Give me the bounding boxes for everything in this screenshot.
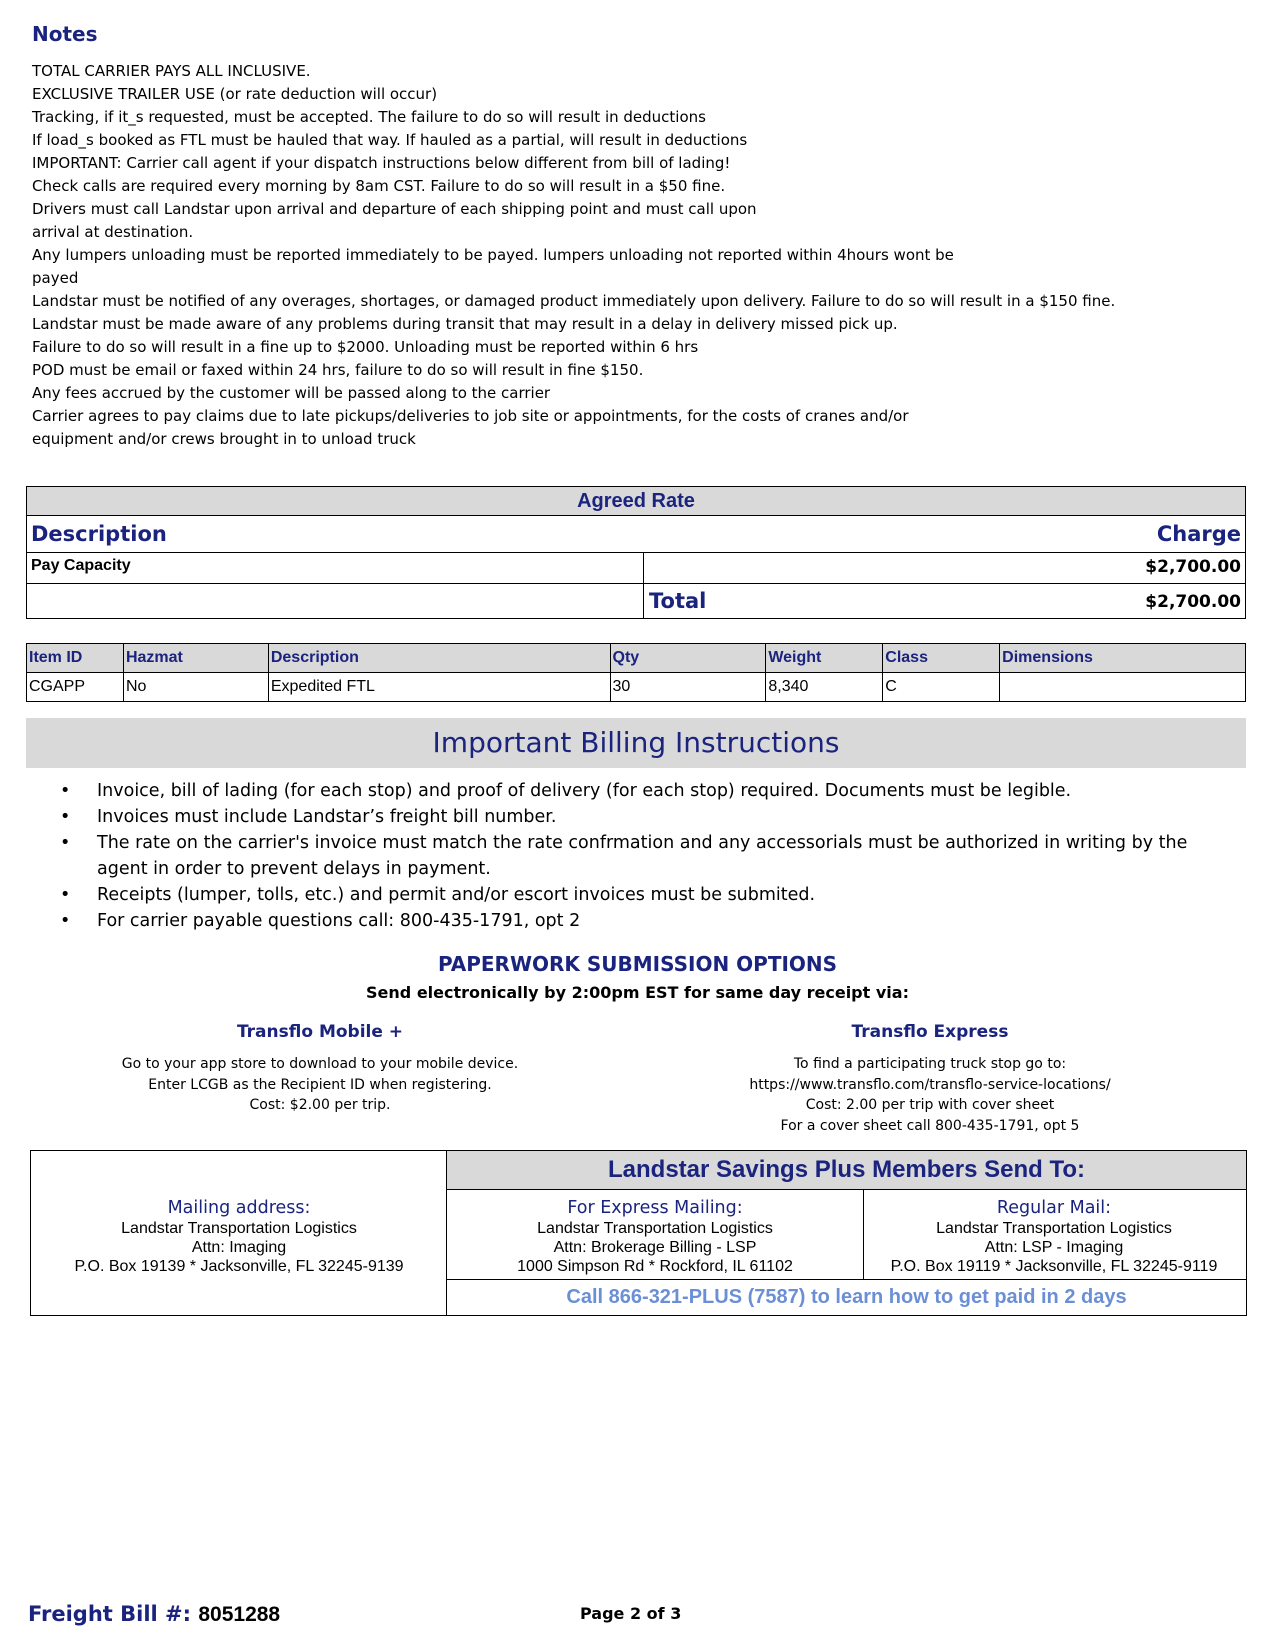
address-box <box>30 1150 1247 1316</box>
dimensions-header: Dimensions <box>1000 644 1246 673</box>
note-line: Check calls are required every morning by 8am CST. Failure to do so will result in a $50 fine. <box>32 177 726 195</box>
note-line: payed <box>32 269 79 287</box>
note-line: Carrier agrees to pay claims due to late pickups/deliveries to job site or appointments, for the costs of cranes and/or <box>32 407 909 425</box>
transflo-express-heading: Transflo Express <box>851 1022 1009 1042</box>
regular-mail-line: Attn: LSP - Imaging <box>984 1239 1124 1256</box>
note-line: POD must be email or faxed within 24 hrs, failure to do so will result in fine $150. <box>32 361 644 379</box>
agreed-rate-table <box>26 486 1246 619</box>
table-row <box>27 673 1246 702</box>
class-header: Class <box>883 644 1000 673</box>
transflo-express-link[interactable]: https://www.transflo.com/transflo-service-locations/ <box>749 1076 1111 1093</box>
transflo-express-line: To find a participating truck stop go to: <box>793 1056 1067 1072</box>
rate-total-row <box>27 584 1245 618</box>
description-header: Description <box>31 522 167 546</box>
item-id-cell: CGAPP <box>27 673 124 702</box>
transflo-mobile-heading: Transflo Mobile + <box>236 1022 404 1042</box>
list-item: • The rate on the carrier's invoice must match the rate confrmation and any accessorials must be authorized in writing by the agent in order to prevent delays in payment. <box>60 830 1240 882</box>
list-item: • Receipts (lumper, tolls, etc.) and permit and/or escort invoices must be submited. <box>60 882 1240 908</box>
express-mailing-heading: For Express Mailing: <box>567 1198 743 1218</box>
notes-list <box>32 60 1232 451</box>
express-mailing-line: Landstar Transportation Logistics <box>537 1220 773 1237</box>
mailing-address <box>31 1189 447 1279</box>
regular-mail-address <box>863 1189 1245 1279</box>
note-line: Tracking, if it_s requested, must be accepted. The failure to do so will result in deductions <box>32 108 706 126</box>
freight-bill-number: 8051288 <box>198 1603 281 1626</box>
note-line: IMPORTANT: Carrier call agent if your dispatch instructions below different from bill of lading! <box>32 154 731 172</box>
qty-cell: 30 <box>610 673 766 702</box>
regular-mail-line: P.O. Box 19119 * Jacksonville, FL 32245-9119 <box>890 1258 1218 1275</box>
regular-mail-line: Landstar Transportation Logistics <box>936 1220 1172 1237</box>
item-description-header: Description <box>268 644 610 673</box>
freight-bill-label: Freight Bill #: <box>28 1602 192 1626</box>
rate-row <box>27 553 1245 584</box>
savings-plus-call-line: Call 866-321-PLUS (7587) to learn how to get paid in 2 days <box>447 1279 1246 1315</box>
paperwork-subtitle: Send electronically by 2:00pm EST for same day receipt via: <box>366 983 909 1002</box>
hazmat-header: Hazmat <box>123 644 268 673</box>
transflo-express-line: For a cover sheet call 800-435-1791, opt 5 <box>780 1117 1080 1134</box>
note-line: Landstar must be made aware of any problems during transit that may result in a delay in delivery missed pick up. <box>32 315 898 333</box>
note-line: Any lumpers unloading must be reported immediately to be payed. lumpers unloading not reported within 4hours wont be <box>32 246 954 264</box>
billing-instructions-title: Important Billing Instructions <box>26 718 1246 768</box>
freight-bill <box>28 1602 280 1627</box>
note-line: Landstar must be notified of any overages, shortages, or damaged product immediately upon delivery. Failure to do so will result in a $150 fine. <box>32 292 1116 310</box>
item-id-header: Item ID <box>27 644 124 673</box>
items-table <box>26 643 1246 702</box>
class-cell: C <box>883 673 1000 702</box>
note-line: equipment and/or crews brought in to unload truck <box>32 430 416 448</box>
weight-header: Weight <box>766 644 883 673</box>
weight-cell: 8,340 <box>766 673 883 702</box>
transflo-express-line: Cost: 2.00 per trip with cover sheet <box>805 1097 1055 1113</box>
notes-heading: Notes <box>32 22 98 46</box>
hazmat-cell: No <box>123 673 268 702</box>
mailing-address-line: Attn: Imaging <box>191 1239 287 1256</box>
agreed-rate-title: Agreed Rate <box>27 487 1245 516</box>
charge-header: Charge <box>1156 522 1241 546</box>
list-item: • Invoice, bill of lading (for each stop) and proof of delivery (for each stop) required. Documents must be legible. <box>60 778 1240 804</box>
note-line: TOTAL CARRIER PAYS ALL INCLUSIVE. <box>32 62 311 80</box>
express-mailing-line: 1000 Simpson Rd * Rockford, IL 61102 <box>517 1258 793 1275</box>
rate-row-label: Pay Capacity <box>31 557 131 574</box>
transflo-express-option <box>730 1022 1130 1136</box>
list-item: • For carrier payable questions call: 800-435-1791, opt 2 <box>60 908 1240 934</box>
transflo-mobile-line: Enter LCGB as the Recipient ID when registering. <box>148 1076 492 1093</box>
savings-plus-title: Landstar Savings Plus Members Send To: <box>447 1151 1246 1190</box>
express-mailing-line: Attn: Brokerage Billing - LSP <box>553 1239 757 1256</box>
list-item: • Invoices must include Landstar’s freight bill number. <box>60 804 1240 830</box>
billing-instructions-list <box>60 778 1240 934</box>
transflo-mobile-option <box>120 1022 520 1116</box>
qty-header: Qty <box>610 644 766 673</box>
regular-mail-heading: Regular Mail: <box>996 1198 1112 1218</box>
paperwork-title: PAPERWORK SUBMISSION OPTIONS <box>437 952 838 976</box>
total-value: $2,700.00 <box>1145 592 1241 612</box>
note-line: Drivers must call Landstar upon arrival and departure of each shipping point and must call upon <box>32 200 757 218</box>
dimensions-cell <box>1000 673 1246 702</box>
note-line: Failure to do so will result in a fine up to $2000. Unloading must be reported within 6 hrs <box>32 338 699 356</box>
mailing-address-line: Landstar Transportation Logistics <box>121 1220 357 1237</box>
transflo-mobile-line: Cost: $2.00 per trip. <box>249 1097 391 1113</box>
items-header-row <box>27 644 1246 673</box>
note-line: If load_s booked as FTL must be hauled that way. If hauled as a partial, will result in deductions <box>32 131 748 149</box>
total-label: Total <box>649 589 707 613</box>
page-number: Page 2 of 3 <box>580 1604 682 1623</box>
item-description-cell: Expedited FTL <box>268 673 610 702</box>
express-mailing-address <box>447 1189 863 1279</box>
transflo-mobile-line: Go to your app store to download to your mobile device. <box>121 1056 519 1072</box>
mailing-address-heading: Mailing address: <box>167 1198 311 1218</box>
note-line: arrival at destination. <box>32 223 194 241</box>
rate-row-value: $2,700.00 <box>1145 557 1241 577</box>
rate-header-row <box>27 516 1245 553</box>
note-line: Any fees accrued by the customer will be passed along to the carrier <box>32 384 551 402</box>
note-line: EXCLUSIVE TRAILER USE (or rate deduction will occur) <box>32 85 438 103</box>
mailing-address-line: P.O. Box 19139 * Jacksonville, FL 32245-9139 <box>74 1258 404 1275</box>
